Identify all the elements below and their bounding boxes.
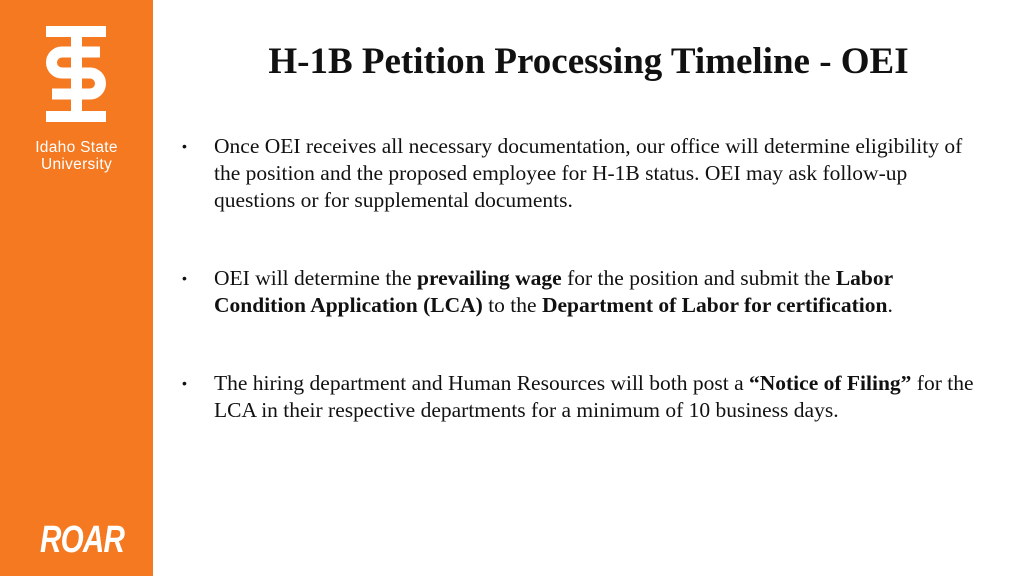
university-name [0,139,153,173]
university-line-1: Idaho State [35,139,118,156]
department-of-labor-term: Department of Labor for certification [541,293,888,317]
bullet-2-text-1: OEI will determine the [214,266,417,290]
bullet-3-text-2: for the LCA in their respective departments for a minimum of 10 business days. [214,371,974,422]
bullet-list [182,133,982,424]
sidebar [0,0,153,576]
slide-title: H-1B Petition Processing Timeline - OEI [268,41,909,82]
roar-tagline: ROAR [40,519,125,561]
bullet-item-2 [182,265,982,319]
bullet-2-text-4: . [887,293,893,317]
bullet-marker: • [182,138,187,154]
prevailing-wage-term: prevailing wage [417,266,562,290]
notice-of-filing-term: “Notice of Filing” [749,371,912,395]
isu-monogram-icon [42,26,110,122]
bullet-item-1 [182,133,982,214]
bullet-1-text: Once OEI receives all necessary documentation, our office will determine eligibility of the position and the proposed employee for H-1B status. OEI may ask follow-up questions or for supplemental documents. [214,134,963,212]
bullet-3-text-1: The hiring department and Human Resources will both post a [214,371,749,395]
bullet-2-text-2: for the position and submit the [561,266,836,290]
lca-term: Labor Condition Application (LCA) [214,266,893,317]
bullet-marker: • [182,270,187,286]
university-line-2: University [40,156,113,173]
bullet-2-text-3: to the [482,293,542,317]
bullet-marker: • [182,375,187,391]
bullet-item-3 [182,370,982,424]
